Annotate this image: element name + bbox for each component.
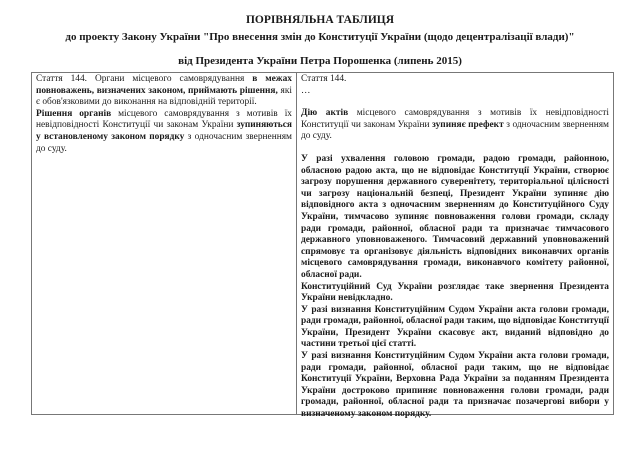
document-title: ПОРІВНЯЛЬНА ТАБЛИЦЯ	[245, 14, 395, 26]
bold-span: в межах повноважень, визначених законом, приймають рішення,	[36, 74, 292, 96]
document-subtitle: до проекту Закону України "Про внесення змін до Конституції України (щодо децентралізації влади)"	[65, 31, 575, 43]
right-paragraph-4	[301, 305, 609, 351]
right-paragraph-1	[301, 108, 609, 143]
bold-span: зупиняються у встановленому законом порядку	[36, 120, 292, 142]
text-span: з одночасним зверненням до суду.	[36, 131, 292, 154]
text-span: місцевого самоврядування з мотивів їх невідповідності Конституції чи законам України	[36, 108, 292, 131]
bold-span: У разі визнання Конституційним Судом України акта голови громади, ради громади, районної, обласної ради таким, що не відповідає Конституції України, Верховна Рада України за поданням Президента України достроково припиняє повноваження голови громади, ради громади, районної, обласної ради та призначає позачергові вибори у визначеному законом порядку.	[301, 351, 609, 420]
proposed-text-column	[297, 73, 613, 420]
document-author-line: від Президента України Петра Порошенка (липень 2015)	[178, 55, 462, 67]
right-paragraph-5	[301, 351, 609, 421]
bold-span: У разі ухвалення головою громади, радою громади, районною, обласною радою акта, що не відповідає Конституції України, створює загрозу порушення державного суверенітету, територіальної цілісності чи загрозу національній безпеці, Президент України зупиняє дію відповідного акта з одночасним зверненням до Конституційного Суду України, тимчасово зупиняє повноваження голови громади, складу ради громади, районної, обласної ради та призначає тимчасового державного уповноваженого. Тимчасовий державний уповноважений спрямовує та організовує діяльність відповідних виконавчих органів місцевого самоврядування громади, виконавчого комітету районної, обласної ради.	[301, 153, 609, 280]
right-paragraph-2	[301, 154, 609, 282]
text-span: які є обов'язковими до виконання на відповідній території.	[36, 85, 292, 108]
spacer	[301, 143, 609, 154]
spacer	[301, 97, 609, 108]
text-span: з одночасним зверненням до суду.	[301, 119, 609, 142]
left-paragraph-1	[36, 74, 292, 109]
bold-span: Рішення органів	[36, 108, 112, 119]
comparison-table	[31, 72, 614, 420]
left-paragraph-2	[36, 109, 292, 155]
bold-span: Дію актів	[301, 108, 349, 119]
text-span: місцевого самоврядування з мотивів їх невідповідності Конституції чи законам України	[301, 108, 609, 130]
bold-span: зупиняє префект	[432, 119, 504, 130]
right-heading: Стаття 144.	[301, 74, 347, 84]
right-paragraph-3	[301, 282, 609, 305]
current-text-column	[32, 73, 297, 414]
bold-span: Конституційний Суд України розглядає таке звернення Президента України невідкладно.	[301, 281, 609, 304]
bold-span: У разі визнання Конституційним Судом України акта голови громади, ради громади, районної, обласної ради таким, що відповідає Конституції України, Президент України скасовує акт, виданий відповідно до частини третьої цієї статті.	[301, 304, 610, 350]
right-ellipsis: …	[301, 85, 311, 96]
text-span: Стаття 144. Органи місцевого самоврядування	[36, 74, 253, 84]
